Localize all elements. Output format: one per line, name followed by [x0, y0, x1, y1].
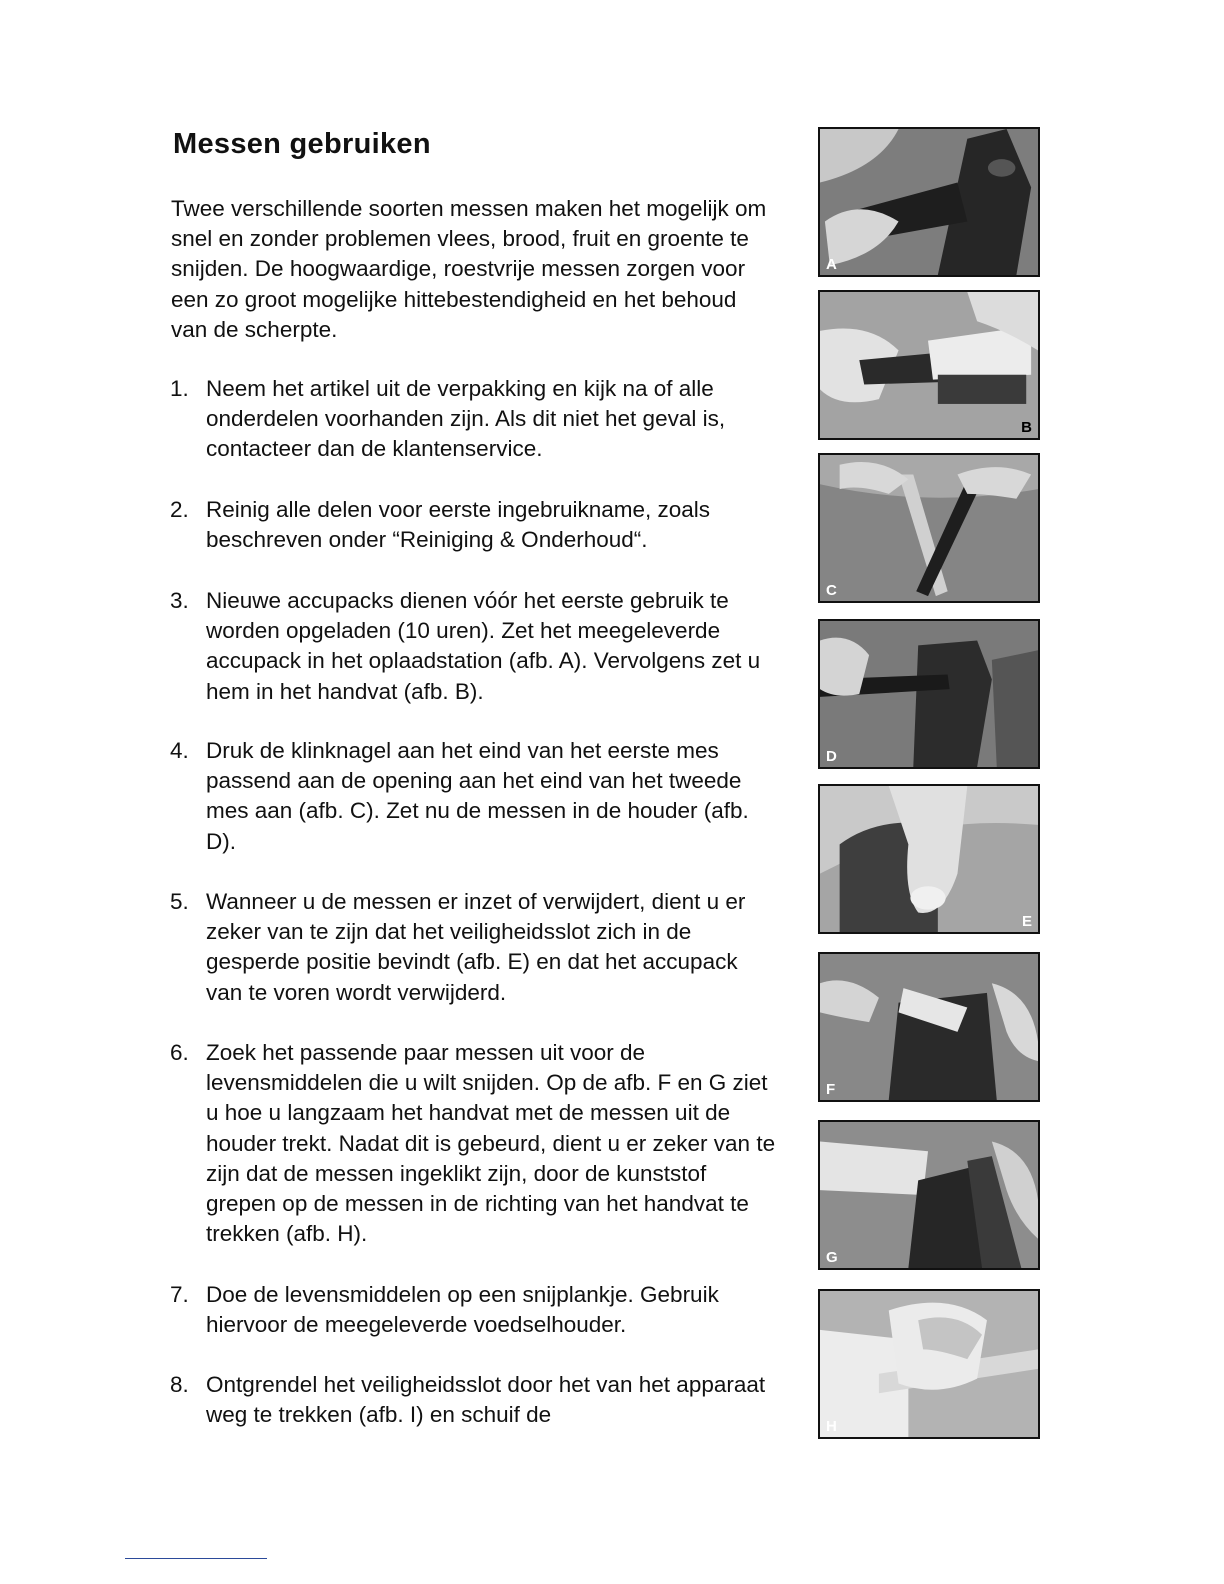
- step-number: 8.: [170, 1372, 189, 1397]
- step-text: Neem het artikel uit de verpakking en kijk na of alle onderdelen voorhanden zijn. Als dit niet het geval is, contacteer dan de klantenservice.: [206, 376, 726, 462]
- step-number: 4.: [170, 738, 189, 763]
- figure-a-photo: [818, 127, 1040, 277]
- step-text: Wanneer u de messen er inzet of verwijdert, dient u er zeker van te zijn dat het veiligheidsslot zich in de gesperde positie bevindt (afb. E) en dat het accupack van te voren wordt verwijderd.: [206, 889, 746, 1005]
- figure-h-photo: [818, 1289, 1040, 1439]
- figure-e-photo: [818, 784, 1040, 934]
- step-number: 7.: [170, 1282, 189, 1307]
- step-number: 2.: [170, 497, 189, 522]
- step-text: Ontgrendel het veiligheidsslot door het van het apparaat weg te trekken (afb. I) en schuif de: [206, 1372, 766, 1428]
- figure-label: A: [826, 256, 837, 273]
- figure-d-photo: [818, 619, 1040, 769]
- page-title: Messen gebruiken: [173, 128, 431, 160]
- figure-c-photo: [818, 453, 1040, 603]
- step-text: Zoek het passende paar messen uit voor de levensmiddelen die u wilt snijden. Op de afb. F en G ziet u hoe u langzaam het handvat met de messen uit de houder trekt. Nadat dit is gebeurd, dient u er zeker van te zijn dat de messen ingeklikt zijn, door de kunststof grepen op de messen in de richting van het handvat te trekken (afb. H).: [206, 1040, 776, 1247]
- step-text: Nieuwe accupacks dienen vóór het eerste gebruik te worden opgeladen (10 uren). Zet het meegeleverde accupack in het oplaadstation (afb. A). Vervolgens zet u hem in het handvat (afb. B).: [206, 588, 761, 704]
- intro-paragraph: Twee verschillende soorten messen maken het mogelijk om snel en zonder problemen vlees, brood, fruit en groente te snijden. De hoogwaardige, roestvrije messen zorgen voor een zo groot mogelijke hittebestendigheid en het behoud van de scherpte.: [171, 196, 767, 342]
- step-number: 1.: [170, 376, 189, 401]
- footnote-separator: [125, 1558, 267, 1559]
- step-number: 5.: [170, 889, 189, 914]
- step-text: Druk de klinknagel aan het eind van het eerste mes passend aan de opening aan het eind van het tweede mes aan (afb. C). Zet nu de messen in de houder (afb. D).: [206, 738, 749, 854]
- figure-label: G: [826, 1249, 838, 1266]
- step-number: 6.: [170, 1040, 189, 1065]
- figure-label: C: [826, 582, 837, 599]
- step-number: 3.: [170, 588, 189, 613]
- step-text: Reinig alle delen voor eerste ingebruikname, zoals beschreven onder “Reiniging & Onderhoud“.: [206, 497, 711, 553]
- figure-label: H: [826, 1418, 837, 1435]
- figure-f-photo: [818, 952, 1040, 1102]
- figure-b-photo: [818, 290, 1040, 440]
- figure-g-photo: [818, 1120, 1040, 1270]
- figure-label: F: [826, 1081, 836, 1098]
- figure-label: B: [1021, 419, 1032, 436]
- figure-label: E: [1021, 913, 1032, 930]
- figure-label: D: [826, 748, 837, 765]
- step-text: Doe de levensmiddelen op een snijplankje. Gebruik hiervoor de meegeleverde voedselhouder.: [206, 1282, 719, 1338]
